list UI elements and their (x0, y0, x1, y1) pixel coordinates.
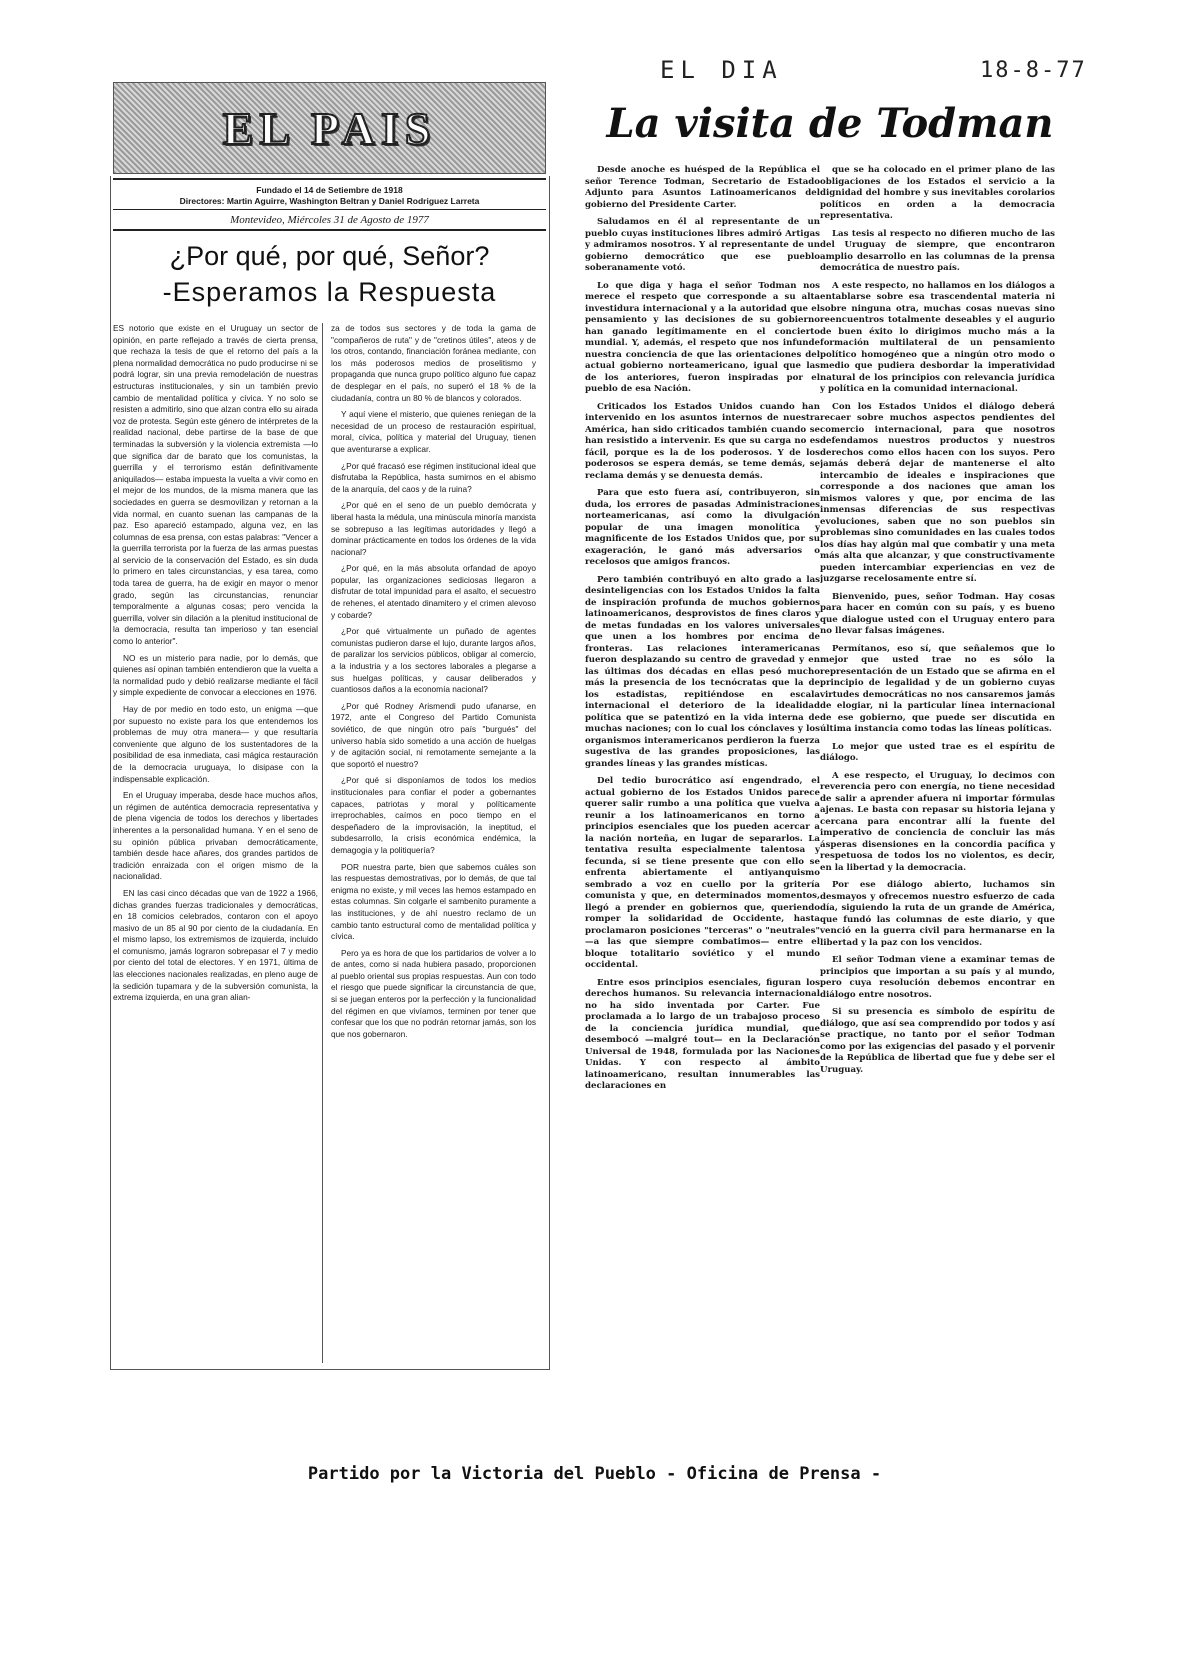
paragraph: Si su presencia es símbolo de espíritu de diálogo, que así sea comprendido por todos y así se practique, no tanto por el señor Todman como por las exigencias del pasado y el porvenir de la República de libertad que fue y debe ser el Uruguay. (820, 1007, 1055, 1075)
paragraph: EN las casi cinco décadas que van de 1922 a 1966, dichas grandes fuerzas tradicionales y democráticas, en 18 comicios celebrados, contaron con el apoyo masivo de un 85 al 90 por ciento de la ciudadanía. En el mismo lapso, los extremismos de izquierda, incluido el comunismo, jamás lograron sobrepasar el 7 y medio por ciento del total de electores. Y en 1971, última de las elecciones nacionales realizadas, en pleno auge de la sedición tupamara y de la subversión comunista, la extrema izquierda, en una gran alian- (113, 887, 318, 1003)
paragraph: A este respecto, no hallamos en los diálogos a entablarse sobre esa trascendental materia ni sobre ninguna otra, muchas cosas nuevas sino reencuentros totalmente deseables y el augurio de buen éxito lo dirigimos mucho más a la formación multilateral de un pensamiento político homogéneo que a ningún otro modo o medio que pudiera desbordar la imperatividad natural de los principios con relevancia jurídica y política en la comunidad internacional. (820, 280, 1055, 394)
paragraph: Y aquí viene el misterio, que quienes reniegan de la necesidad de un proceso de restauración espiritual, moral, cívica, política y material del Uruguay, tienen que aventurarse a explicar. (331, 409, 536, 454)
paragraph: ¿Por qué fracasó ese régimen institucional ideal que disfrutaba la República, hasta sumirnos en el abismo de la anarquía, del caos y de la ruina? (331, 460, 536, 494)
paragraph: A ese respecto, el Uruguay, lo decimos con reverencia pero con energía, no tiene necesidad de salir a aprender afuera ni importar fórmulas ajenas. Le basta con repasar su historia lejana y cercana para encontrar allí la fuente del imperativo de conciencia de concluir las más ásperas disensiones en la concordia pacífica y respetuosa de todos los no violentos, es decir, en la libertad y la democracia. (820, 770, 1055, 873)
el-pais-headline: ¿Por qué, por qué, Señor? (169, 241, 490, 271)
paragraph: NO es un misterio para nadie, por lo demás, que quienes así opinan también entendieron que la vuelta a la normalidad pudo y debió realizarse mediante el fácil y simple expediente de convocar a elecciones en 1976. (113, 652, 318, 698)
paragraph: Pero ya es hora de que los partidarios de volver a lo de antes, como si nada hubiera pasado, proporcionen al pueblo oriental sus propias respuestas. Aun con todo el riesgo que puede significar la circunstancia de que, si se juegan enteros por la perfección y la funcionalidad del régimen en que vivíamos, terminen por tener que confesar que los que no podrán retornar jamás, son los que nos gobernaron. (331, 947, 536, 1039)
imprint-rule (113, 209, 546, 210)
el-dia-column-1 (585, 165, 820, 1300)
paragraph: Las tesis al respecto no difieren mucho de las del Uruguay de siempre, que encontraron amplio desarrollo en las columnas de la prensa democrática de nuestro país. (820, 228, 1055, 273)
paragraph: Criticados los Estados Unidos cuando han intervenido en los asuntos internos de nuestra América, han sido criticados también cuando se han resistido a intervenir. Es que su carga no es fácil, porque es la de los poderosos. Y de los poderosos se espera demás, se teme demás, se reclama demás y se denuesta demás. (585, 401, 820, 481)
paragraph: Para que esto fuera así, contribuyeron, sin duda, los errores de pasadas Administraciones norteamericanas, así como la divulgación popular de una imagen monolítica y magnificente de los Estados Unidos que, por su exageración, le ganó más adversarios o recelosos que amigos francos. (585, 488, 820, 567)
paragraph: POR nuestra parte, bien que sabemos cuáles son las respuestas demostrativas, por lo demás, de que tal enigma no existe, y mil veces las hemos estampado en estas columnas. Sin colgarle el sambenito puramente a las instituciones, y de ahí nuestro reclamo de un cambio tanto estructural como de mentalidad política y cívica. (331, 861, 536, 942)
el-dia-column-2 (820, 165, 1055, 1300)
paragraph: ¿Por qué, en la más absoluta orfandad de apoyo popular, las organizaciones sediciosas llegaron a disfrutar de total impunidad para el asalto, el secuestro de rehenes, el atentado dinamitero y el crimen alevoso y cobarde? (331, 563, 536, 620)
masthead-rule (113, 178, 546, 180)
paragraph: Saludamos en él al representante de un pueblo cuyas instituciones libres admiró Artigas y admiramos nosotros. Y al representante de un gobierno democrático que ese pueblo soberanamente votó. (585, 217, 820, 273)
directors-line: Directores: Martin Aguirre, Washington Beltran y Daniel Rodriguez Larreta (179, 196, 480, 206)
el-pais-column-2 (331, 323, 536, 1370)
paragraph: ¿Por qué en el seno de un pueblo demócrata y liberal hasta la médula, una minúscula minoría marxista se sobrepuso a las legítimas autoridades y llegó a dominar prácticamente en todos los órdenes de la vida nacional? (331, 500, 536, 557)
paragraph: Lo que diga y haga el señor Todman nos merece el respeto que corresponde a su alta investidura internacional y a la autoridad que el pensamiento y las decisiones de su gobierno han ganado legítimamente en el concierto mundial. Y, además, el respeto que nos infunde nuestra conciencia de que las orientaciones del actual gobierno norteamericano, igual que las de los anteriores, fueron inspiradas por el pueblo de esa Nación. (585, 280, 820, 394)
el-dia-headline: La visita de Todman (606, 100, 1054, 147)
paragraph: ¿Por qué Rodney Arismendi pudo ufanarse, en 1972, ante el Congreso del Partido Comunista soviético, de que ningún otro país "burgués" del universo había sido sometido a una acción de huelgas y de agitación social, ni remotamente semejante a la que soportó el nuestro? (331, 700, 536, 769)
paragraph: Hay de por medio en todo esto, un enigma —que por supuesto no existe para los que entendemos los problemas de muy otra manera— y que resultaría conveniente que alguno de los sustentadores de la posibilidad de esa inmediata, casi mágica restauración de la democracia uruguaya, lo disipase con la indispensable explicación. (113, 704, 318, 784)
paragraph: Permítanos, eso sí, que señalemos que lo mejor que usted trae no es sólo la representación de un Estado que se afirma en el principio de legalidad y de un gobierno cuyas virtudes democráticas no nos cansaremos jamás de elogiar, ni la particular línea internacional de ese gobierno, que puede ser discutida en última instancia como todas las líneas políticas. (820, 643, 1055, 734)
footer-credit: Partido por la Victoria del Pueblo - Oficina de Prensa - (307, 1464, 882, 1484)
paragraph: que se ha colocado en el primer plano de las obligaciones de los Estados el servicio a la dignidad del hombre y sus inevitables corolarios políticos en orden a la democracia representativa. (820, 165, 1055, 221)
el-pais-logo: EL PAIS (222, 102, 437, 154)
paragraph: ¿Por qué virtualmente un puñado de agentes comunistas pudieron darse el lujo, durante largos años, de paralizar los servicios públicos, obligar al comercio, a la industria y a los sectores laborales a plegarse a sus huelgas políticas, y causar deliberados y cuantiosos daños a la economía nacional? (331, 626, 536, 695)
paragraph: ¿Por qué si disponíamos de todos los medios institucionales para confiar el poder a gobernantes capaces, patriotas y moral y políticamente irreprochables, caímos en poco tiempo en el despeñadero de la improvisación, la ineptitud, el subdesarrollo, la crisis económica endémica, la demagogia y la politiquería? (331, 775, 536, 855)
column-divider (322, 323, 323, 1363)
dateline-rule (113, 229, 546, 231)
paragraph: Desde anoche es huésped de la República el señor Terence Todman, Secretario de Estado Adjunto para Asuntos Latinoamericanos del gobierno del Presidente Carter. (585, 165, 820, 210)
paragraph: Entre esos principios esenciales, figuran los derechos humanos. Su relevancia internacional no ha sido inventada por Carter. Fue proclamada a lo largo de un trabajoso proceso de la conciencia jurídica mundial, que desembocó —malgré tout— en la Declaración Universal de 1948, formulada por las Naciones Unidas. Y con respecto al ámbito latinoamericano, resultan innumerables las declaraciones en (585, 977, 820, 1091)
handwritten-date-note: 18-8-77 (980, 58, 1087, 83)
paragraph: El señor Todman viene a examinar temas de principios que importan a su país y al mundo, pero cuya resolución debemos encontrar en diálogo entre nosotros. (820, 955, 1055, 1000)
paragraph: Con los Estados Unidos el diálogo deberá recaer sobre muchos aspectos pendientes del comercio internacional, para que nosotros defendamos nuestros productos y nuestros derechos como ellos hacen con los suyos. Pero jamás deberá dejar de mantenerse el alto intercambio de ideales e inspiraciones que corresponde a dos naciones que aman los mismos valores y que, por encima de las inmensas diferencias de sus respectivas evoluciones, saben que no son pueblos sin problemas sino comunidades en las cuales todos los días hay algún mal que combatir y una meta más alta que alcanzar, y que constructivamente pueden intercambiar experiencias en vez de juzgarse recelosamente entre sí. (820, 401, 1055, 584)
founded-line: Fundado el 14 de Setiembre de 1918 (256, 185, 403, 195)
paragraph: Bienvenido, pues, señor Todman. Hay cosas para hacer en común con su país, y es bueno que dialogue usted con el Uruguay entero para no llevar falsas imágenes. (820, 591, 1055, 636)
paragraph: Por ese diálogo abierto, luchamos sin desmayos y ofrecemos nuestro esfuerzo de cada día, siguiendo la ruta de un grande de América, que fundó las columnas de este diario, y que venció en la guerra civil para hermanarse en la libertad y la paz con los vencidos. (820, 880, 1055, 948)
paragraph: Pero también contribuyó en alto grado a las desinteligencias con los Estados Unidos la falta de inspiración profunda de muchos gobiernos latinoamericanos, desprovistos de fines claros y de metas fundadas en los valores universales que unen a los hombres por encima de fronteras. Las relaciones interamericanas fueron desplazando su centro de gravedad y en las últimas dos décadas en ellas pesó mucho más la presencia de los tecnócratas que la de los estadistas, repitiéndose en escala internacional el deterioro de la idealidad política que se patentizó en la vida interna de muchas naciones; con lo cual los cónclaves y los organismos interamericanos perdieron la fuerza sugestiva de las grandes proposiciones, las grandes líneas y las grandes místicas. (585, 574, 820, 769)
el-pais-imprint (113, 185, 546, 207)
paragraph: za de todos sus sectores y de toda la gama de "compañeros de ruta" y de "cretinos útiles", ateos y de los otros, contando, financiación foránea mediante, con los más poderosos medios de proselitismo y propaganda que nunca grupo político alguno fue capaz de desplegar en el país, no superó el 18 % de la ciudadanía, contra un 80 % de blancos y colorados. (331, 323, 536, 403)
paragraph: ES notorio que existe en el Uruguay un sector de opinión, en parte reflejado a través de cierta prensa, que rechaza la tesis de que el retorno del país a la plena normalidad democrática no pudo producirse ni se podrá lograr, sin una previa remodelación de nuestras estructuras institucionales, y sin un también previo cambio de mentalidad política y cívica. Y no solo se resisten a admitirlo, sino que alzan contra ello su airada voz de protesta. Según este género de intérpretes de la realidad nacional, debe partirse de la base de que terminadas la subversión y la violencia extremista —lo que significa dar de barato que los comunistas, la guerrilla y el terrorismo están definitivamente aniquilados— estaba impuesta la vuelta a vivir como en el mejor de los mundos, de la misma manera que las sociedades en guerra se desmovilizan y retornan a la vida normal, en cuanto suenan las campanas de la paz. Eso apareció estampado, alguna vez, en las columnas de esa prensa, con estas palabras: "Vencer a la guerrilla terrorista por la fuerza de las armas puestas al servicio de la conservación del Estado, es sin duda lo primero en tales circunstancias, y esa tarea, como toda tarea de guerra, ha de exigir en mayor o menor grado, según las circunstancias, renunciar temporalmente a algunas cosas; pero vencida la guerrilla, volver sin dilación a la plenitud institucional de la democracia, resulta tan imperioso y tan esencial como lo anterior". (113, 323, 318, 647)
el-pais-subheadline: -Esperamos la Respuesta (162, 277, 497, 307)
handwritten-source-note: EL DIA (660, 56, 783, 84)
paragraph: Del tedio burocrático así engendrado, el actual gobierno de los Estados Unidos parece querer salir rumbo a una política que vuelva a reunir a los latinoamericanos en torno a principios esenciales que los pueden acercar a la nación norteña, en lugar de separarlos. La tentativa resulta especialmente talentosa y fecunda, si se tiene presente que con ello se enfrenta abiertamente el antiyanquismo sembrado a voz en cuello por la gritería comunista y que, en determinados momentos, llegó a prender en gobiernos que, queriendo romper la solidaridad de Occidente, hasta proclamaron posiciones "terceras" o "neutrales" —a las que siempre combatimos— entre el bloque totalitario soviético y el mundo occidental. (585, 776, 820, 970)
paragraph: Lo mejor que usted trae es el espíritu de diálogo. (820, 741, 1055, 763)
el-pais-dateline: Montevideo, Miércoles 31 de Agosto de 1977 (230, 214, 429, 226)
paragraph: En el Uruguay imperaba, desde hace muchos años, un régimen de auténtica democracia representativa y de plena vigencia de todos los derechos y libertades inherentes a la personalidad humana. Y en el seno de su opinión pública privaban democráticamente, también desde hace añares, dos grandes partidos de tradición enraizada con el origen mismo de la nacionalidad. (113, 790, 318, 882)
el-pais-masthead (113, 82, 546, 174)
el-pais-column-1 (113, 323, 318, 1370)
